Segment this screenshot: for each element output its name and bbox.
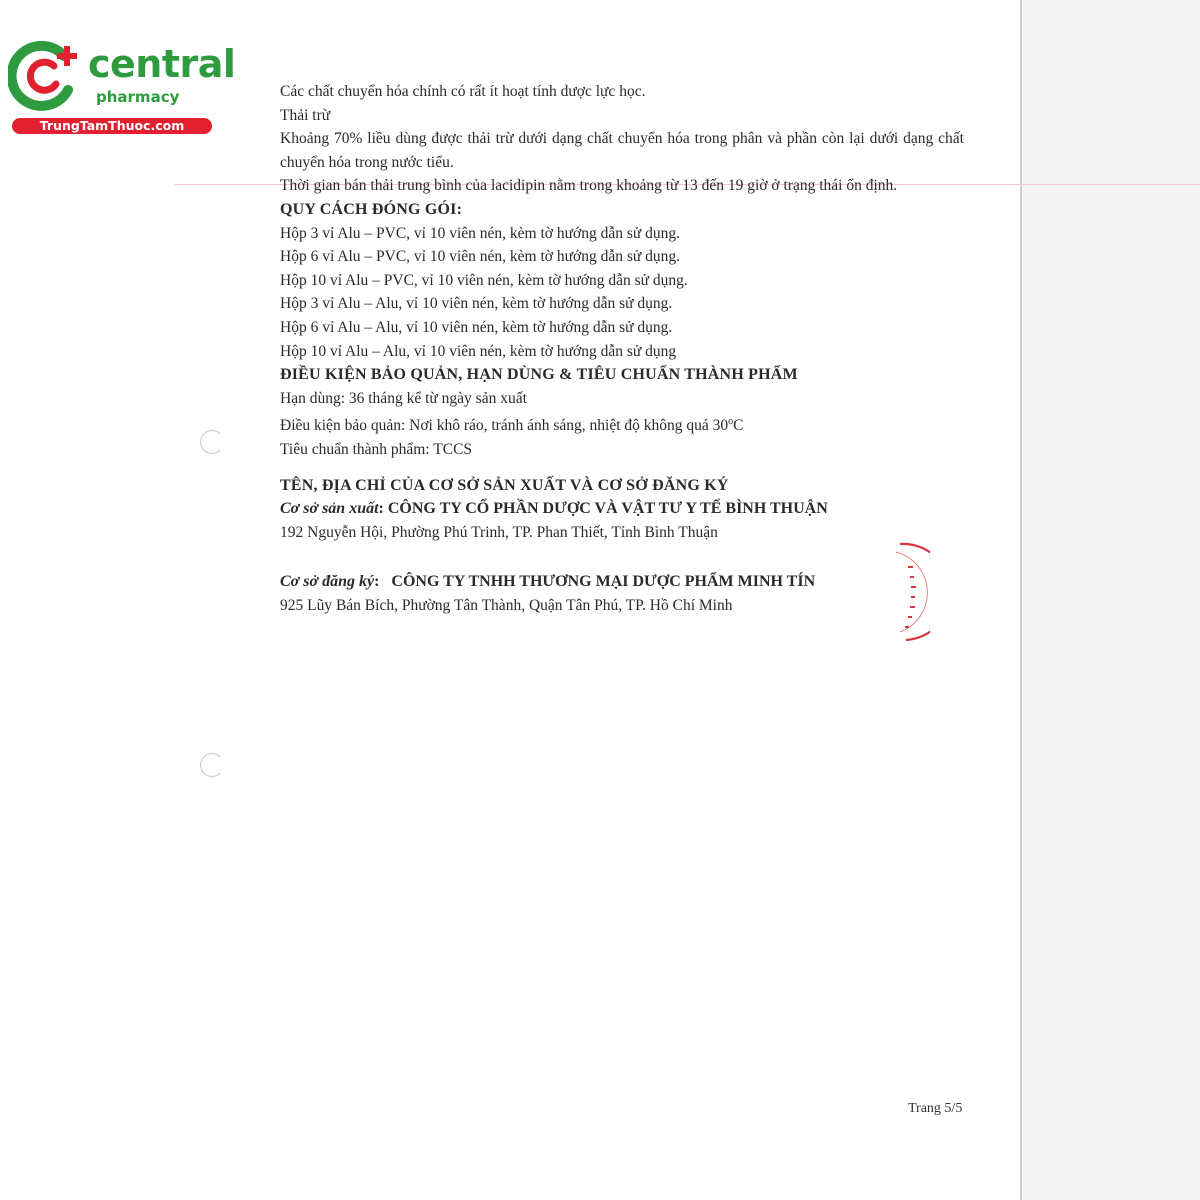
storage-conditions — [280, 410, 964, 438]
punch-hole-top — [200, 430, 224, 454]
manufacturer-address: 192 Nguyễn Hội, Phường Phú Trinh, TP. Phan Thiết, Tỉnh Bình Thuận — [280, 523, 718, 541]
storage-conditions-text: Điều kiện bảo quản: Nơi khô ráo, tránh ánh sáng, nhiệt độ không quá 30 — [280, 417, 729, 435]
site-url-badge: TrungTamThuoc.com — [12, 118, 212, 134]
manufacturer-line — [280, 497, 964, 521]
manufacturer-name: : CÔNG TY CỔ PHẦN DƯỢC VÀ VẬT TƯ Y TẾ BÌNH THUẬN — [378, 500, 828, 518]
packaging-item: Hộp 10 vỉ Alu – Alu, vỉ 10 viên nén, kèm tờ hướng dẫn sử dụng — [280, 342, 677, 360]
degree-mark: o — [728, 416, 734, 428]
packaging-item: Hộp 3 vỉ Alu – PVC, vỉ 10 viên nén, kèm tờ hướng dẫn sử dụng. — [280, 224, 681, 242]
logo-mark-icon — [8, 38, 86, 112]
packaging-heading: QUY CÁCH ĐÓNG GÓI: — [280, 200, 463, 218]
manufacturer-heading: TÊN, ĐỊA CHỈ CỦA CƠ SỞ SẢN XUẤT VÀ CƠ SỞ ĐĂNG KÝ — [280, 476, 729, 494]
central-pharmacy-logo[interactable] — [8, 36, 236, 136]
temperature-unit: C — [733, 417, 744, 435]
packaging-item: Hộp 6 vỉ Alu – Alu, vỉ 10 viên nén, kèm tờ hướng dẫn sử dụng. — [280, 318, 673, 336]
registrant-line — [280, 570, 964, 594]
excretion-text: Khoảng 70% liều dùng được thải trừ dưới dạng chất chuyển hóa trong phân và phần còn lại dưới dạng chất chuyển hóa trong nước tiểu. — [280, 130, 964, 171]
product-standard: Tiêu chuẩn thành phẩm: TCCS — [280, 441, 473, 459]
packaging-item: Hộp 10 vỉ Alu – PVC, vỉ 10 viên nén, kèm tờ hướng dẫn sử dụng. — [280, 271, 688, 289]
scan-line-right — [1022, 184, 1200, 185]
registrant-label: Cơ sở đăng ký — [280, 573, 375, 591]
storage-heading: ĐIỀU KIỆN BẢO QUẢN, HẠN DÙNG & TIÊU CHUẨN THÀNH PHẨM — [280, 366, 798, 384]
manufacturer-label: Cơ sở sản xuất — [280, 500, 379, 518]
punch-hole-bottom — [200, 753, 224, 777]
half-life-text: Thời gian bán thải trung bình của lacidipin nằm trong khoảng từ 13 đến 19 giờ ở trạng thái ổn định. — [280, 177, 898, 195]
packaging-item: Hộp 6 vỉ Alu – PVC, vỉ 10 viên nén, kèm tờ hướng dẫn sử dụng. — [280, 248, 681, 266]
registrant-name: : CÔNG TY TNHH THƯƠNG MẠI DƯỢC PHẨM MINH TÍN — [374, 573, 816, 591]
shelf-life: Hạn dùng: 36 tháng kể từ ngày sản xuất — [280, 389, 527, 407]
page-number: Trang 5/5 — [908, 1101, 963, 1116]
packaging-item: Hộp 3 vỉ Alu – Alu, vỉ 10 viên nén, kèm tờ hướng dẫn sử dụng. — [280, 295, 673, 313]
registrant-address: 925 Lũy Bán Bích, Phường Tân Thành, Quận Tân Phú, TP. Hồ Chí Minh — [280, 597, 733, 615]
document-body — [280, 80, 964, 618]
logo-wordmark: central — [88, 42, 236, 86]
red-stamp-seal — [880, 540, 930, 645]
logo-subtitle: pharmacy — [96, 88, 180, 106]
scan-margin — [1020, 0, 1200, 1200]
metabolite-text: Các chất chuyển hóa chính có rất ít hoạt tính dược lực học. — [280, 83, 646, 100]
excretion-label: Thải trừ — [280, 106, 331, 124]
